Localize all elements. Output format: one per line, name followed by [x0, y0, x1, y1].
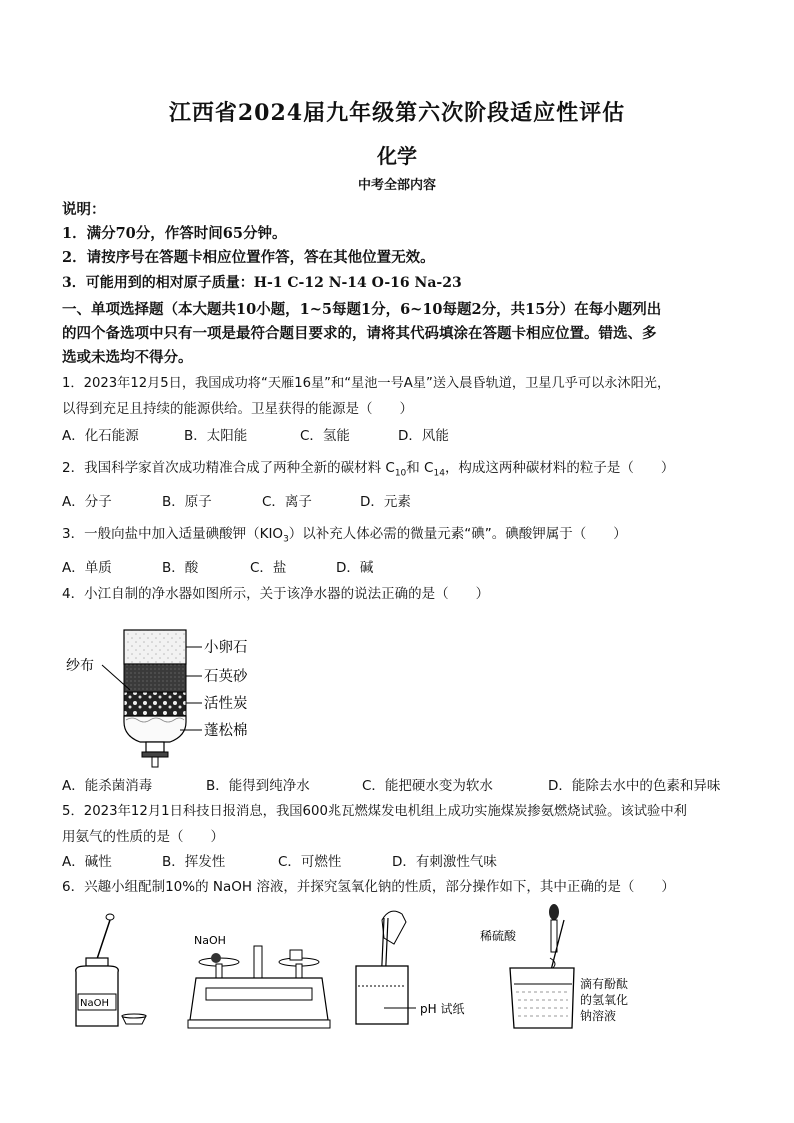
q1-option-b: B．太阳能	[184, 428, 248, 444]
q3-option-d: D．碱	[336, 560, 374, 576]
instructions-heading: 说明：	[62, 201, 106, 218]
solution-label-2: 的氢氧化	[580, 993, 629, 1007]
q4-options	[62, 774, 720, 794]
section1-line-3: 选或未选均不得分。	[62, 349, 193, 366]
q5-option-a: A．碱性	[62, 854, 112, 870]
ph-paper-label: pH 试纸	[420, 1002, 465, 1016]
q1-option-c: C．氢能	[300, 428, 350, 444]
acid-label: 稀硫酸	[480, 929, 517, 943]
q1-options	[62, 424, 449, 444]
reagent-bottle-figure	[76, 914, 146, 1026]
ph-test-figure	[356, 911, 464, 1024]
q1-stem-line-1: 1．2023年12月5日，我国成功将“天雁16星”和“星池一号A星”送入晨昏轨道，卫星几乎可以永沐阳光，	[62, 376, 671, 391]
q5-options	[62, 850, 497, 870]
q5-option-d: D．有刺激性气味	[392, 854, 497, 870]
q4-option-c: C．能把硬水变为软水	[362, 778, 493, 794]
q3-stem: 3．一般向盐中加入适量碘酸钾$(KIO_3)$以补充人体必需的微量元素“碘”。碘酸钾属于（ ）	[62, 526, 627, 545]
q1-option-d: D．风能	[398, 428, 449, 444]
layer-carbon	[124, 692, 186, 716]
layer-pebble	[124, 630, 186, 664]
q1-option-a: A．化石能源	[62, 428, 139, 444]
section1-line-2: 的四个备选项中只有一项是最符合题目要求的，请将其代码填涂在答题卡相应位置。错选、多	[62, 325, 657, 342]
q1-stem-line-2: 以得到充足且持续的能源供给。卫星获得的能源是（ ）	[62, 401, 413, 417]
label-carbon: 活性炭	[204, 696, 248, 712]
bottle-label-naoh: NaOH	[80, 998, 109, 1009]
water-purifier-figure	[62, 600, 272, 770]
layer-cotton	[124, 716, 186, 742]
q4-option-d: D．能除去水中的色素和异味	[548, 778, 721, 794]
q2-options	[62, 490, 411, 510]
q5-option-b: B．挥发性	[162, 854, 226, 870]
q2-option-c: C．离子	[262, 494, 312, 510]
bottle-neck	[146, 742, 164, 752]
q5-stem-line-1: 5．2023年12月1日科技日报消息，我国600兆瓦燃煤发电机组上成功实施煤炭掺氨燃烧试验。该试验中利	[62, 804, 687, 819]
instruction-3: 3．可能用到的相对原子质量：H-1 C-12 N-14 O-16 Na-23	[62, 275, 462, 291]
label-gauze: 纱布	[66, 658, 94, 674]
balance-label-naoh: NaOH	[194, 934, 226, 947]
q4-option-b: B．能得到纯净水	[206, 778, 310, 794]
balance-figure	[188, 934, 330, 1028]
section1-line-1: 一、单项选择题（本大题共10小题，1~5每题1分，6~10每题2分，共15分）在每小题列出	[62, 301, 662, 318]
q4-stem: 4．小江自制的净水器如图所示，关于该净水器的说法正确的是（ ）	[62, 586, 490, 602]
instruction-1: 1．满分70分，作答时间65分钟。	[62, 225, 287, 242]
instruction-2: 2．请按序号在答题卡相应位置作答，答在其他位置无效。	[62, 249, 435, 266]
q5-option-c: C．可燃性	[278, 854, 342, 870]
outlet-tube	[152, 757, 158, 767]
exam-scope: 中考全部内容	[357, 178, 436, 193]
q3-option-b: B．酸	[162, 560, 199, 576]
label-cotton: 蓬松棉	[204, 723, 248, 739]
q2-option-b: B．原子	[162, 494, 212, 510]
q3-option-c: C．盐	[250, 560, 287, 576]
acid-drop-figure	[480, 904, 628, 1028]
layer-sand	[124, 664, 186, 692]
solution-label-3: 钠溶液	[580, 1009, 617, 1023]
q3-option-a: A．单质	[62, 560, 112, 576]
q2-stem: 2．我国科学家首次成功精准合成了两种全新的碳材料 $C_{10}$和 $C_{14}$，构成这两种碳材料的粒子是（ ）	[62, 460, 675, 479]
subject-title: 化学	[377, 144, 417, 168]
bottle-cap	[142, 752, 168, 757]
q4-option-a: A．能杀菌消毒	[62, 778, 153, 794]
q5-stem-line-2: 用氨气的性质的是（ ）	[62, 829, 224, 845]
q6-stem: 6．兴趣小组配制10%的 NaOH 溶液，并探究氢氧化钠的性质，部分操作如下，其中正确的是（ ）	[62, 879, 675, 895]
label-sand: 石英砂	[204, 669, 248, 685]
q2-option-d: D．元素	[360, 494, 411, 510]
solution-label-1: 滴有酚酞	[580, 977, 629, 991]
q2-option-a: A．分子	[62, 494, 112, 510]
q3-options	[62, 556, 373, 576]
exam-title: 江西省2024届九年级第六次阶段适应性评估	[168, 100, 626, 126]
q6-operations-figure	[66, 900, 656, 1035]
label-pebble: 小卵石	[204, 640, 248, 656]
